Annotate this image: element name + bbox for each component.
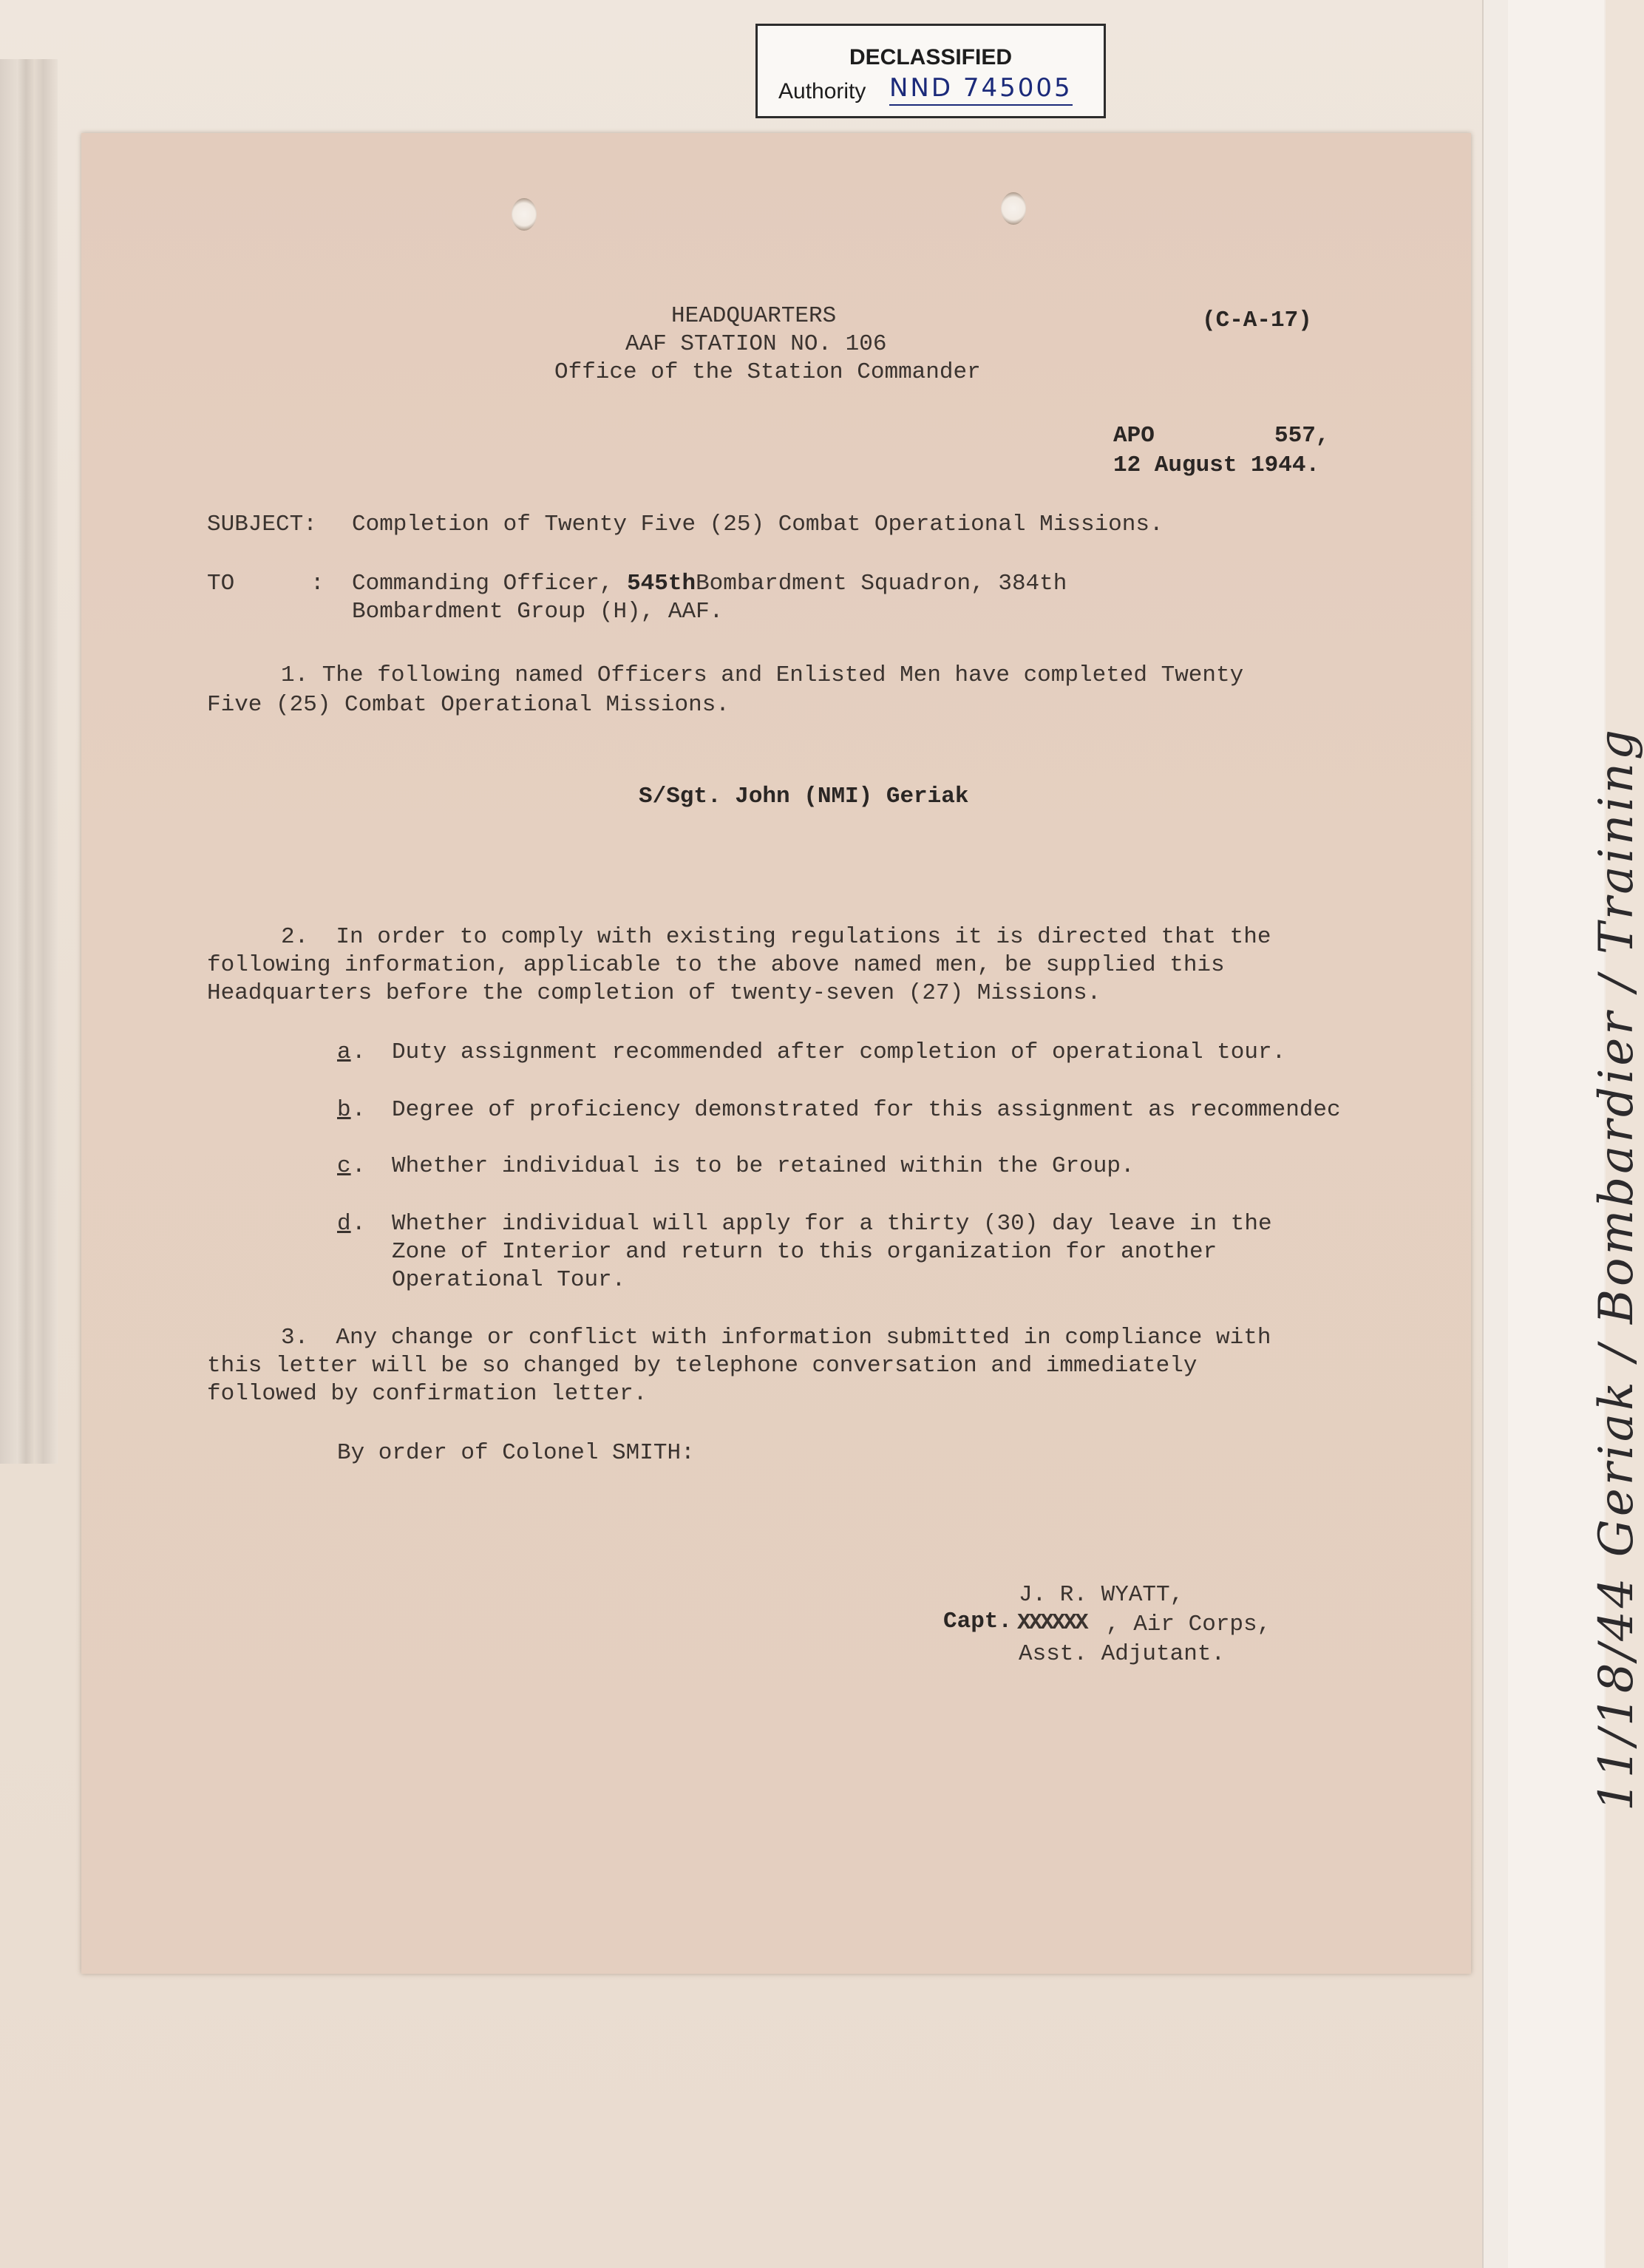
item-c-text: Whether individual is to be retained within the Group.	[392, 1153, 1135, 1179]
item-d-line1: Whether individual will apply for a thirty (30) day leave in the	[392, 1211, 1272, 1237]
item-d-dot: .	[352, 1211, 366, 1237]
para2-line1: 2. In order to comply with existing regulations it is directed that the	[281, 924, 1271, 950]
letterhead-line3: Office of the Station Commander	[554, 359, 981, 385]
signature-name: J. R. WYATT,	[1019, 1582, 1184, 1608]
stamp-title: DECLASSIFIED	[849, 45, 1013, 69]
apo-label: APO	[1113, 423, 1155, 449]
stamp-authority-number: NND 745005	[889, 73, 1073, 106]
signature-rank: Capt.	[943, 1609, 1013, 1634]
item-a-letter: a	[337, 1039, 351, 1065]
to-addressee-line1	[352, 571, 1067, 597]
letter-date: 12 August 1944.	[1113, 452, 1320, 478]
item-b-dot: .	[352, 1097, 366, 1123]
squadron-number: 545th	[627, 571, 696, 597]
item-d-line2: Zone of Interior and return to this organization for another	[392, 1239, 1217, 1265]
stamp-authority-label: Authority	[778, 79, 866, 103]
para1-line2: Five (25) Combat Operational Missions.	[207, 692, 730, 718]
to-colon: :	[310, 571, 325, 597]
letterhead-line2: AAF STATION NO. 106	[625, 331, 887, 357]
item-a-dot: .	[352, 1039, 366, 1065]
apo-number: 557,	[1274, 423, 1330, 449]
item-b-letter: b	[337, 1097, 351, 1123]
item-c-dot: .	[352, 1153, 366, 1179]
to-label: TO	[207, 571, 235, 597]
signature-corps: , Air Corps,	[1106, 1612, 1271, 1637]
para2-line3: Headquarters before the completion of twenty-seven (27) Missions.	[207, 980, 1101, 1006]
to-line1-end: Bombardment Squadron, 384th	[696, 571, 1067, 597]
subject-text: Completion of Twenty Five (25) Combat Operational Missions.	[352, 512, 1164, 537]
paper-stack-edge	[0, 59, 58, 1464]
punch-hole-left	[512, 198, 537, 231]
by-order-line: By order of Colonel SMITH:	[337, 1440, 695, 1466]
para2-line2: following information, applicable to the above named men, be supplied this	[207, 952, 1225, 978]
subject-label: SUBJECT:	[207, 512, 317, 537]
para3-line3: followed by confirmation letter.	[207, 1381, 648, 1407]
item-c-letter: c	[337, 1153, 351, 1179]
signature-struck-rank: XXXXXX	[1017, 1610, 1087, 1636]
document-code: (C-A-17)	[1202, 308, 1312, 333]
item-b-text: Degree of proficiency demonstrated for this assignment as recommendec	[392, 1097, 1341, 1123]
handwritten-margin-note: 11/18/44 Geriak / Bombardier / Training	[1589, 727, 1644, 1811]
letterhead-line1: HEADQUARTERS	[671, 303, 837, 329]
to-line1-start: Commanding Officer,	[352, 571, 628, 597]
letter-page	[81, 133, 1471, 1974]
para3-line1: 3. Any change or conflict with information submitted in compliance with	[281, 1325, 1271, 1351]
signature-title: Asst. Adjutant.	[1019, 1641, 1226, 1667]
para3-line2: this letter will be so changed by telephone conversation and immediately	[207, 1353, 1198, 1379]
named-enlisted-man: S/Sgt. John (NMI) Geriak	[639, 784, 969, 809]
punch-hole-right	[1001, 192, 1026, 225]
item-d-letter: d	[337, 1211, 351, 1237]
to-addressee-line2: Bombardment Group (H), AAF.	[352, 599, 724, 625]
para1-line1: 1. The following named Officers and Enlisted Men have completed Twenty	[281, 662, 1244, 688]
item-d-line3: Operational Tour.	[392, 1267, 626, 1293]
declassified-stamp	[755, 24, 1106, 118]
item-a-text: Duty assignment recommended after completion of operational tour.	[392, 1039, 1286, 1065]
